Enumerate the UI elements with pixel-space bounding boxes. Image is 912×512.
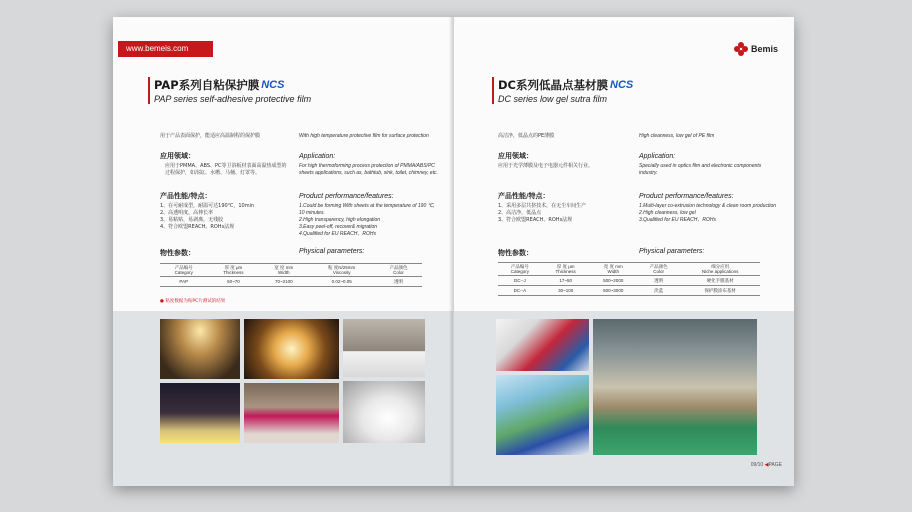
website-url[interactable]: www.bemeis.com: [118, 41, 213, 57]
table-row: [498, 276, 760, 286]
table-header: 宽 度 mm Width: [259, 264, 308, 277]
left-application-heading-cn: 应用领域：: [160, 152, 195, 160]
table-header: 产品编号 Category: [498, 263, 542, 276]
right-application-text-cn: 应用于光学薄膜及电子电器元件相关行业。: [498, 163, 594, 169]
toilet-photo: [343, 381, 425, 443]
table-header-row: [160, 264, 422, 277]
right-title-cn: [498, 77, 633, 93]
table-header-row: [498, 263, 760, 276]
left-feature-item: 4、符合欧盟REACH、ROHs法规: [160, 224, 235, 230]
left-params-table: [160, 263, 422, 287]
table-cell: 透明: [375, 277, 422, 287]
right-photo-strip: [454, 311, 794, 486]
left-features-heading-cn: 产品性能/特点：: [160, 192, 212, 200]
left-feature-item-en: 10 minutes.: [299, 210, 325, 216]
bemis-logo[interactable]: [734, 42, 778, 56]
table-cell: 淡蓝: [637, 286, 680, 296]
table-cell: 硬化手膜基材: [680, 276, 760, 286]
left-application-cn: [160, 153, 290, 177]
table-header: 厚 度 μm Thickness: [542, 263, 590, 276]
brochure-spread: [113, 17, 794, 486]
right-page: [454, 17, 794, 486]
factory-line-photo: [593, 319, 757, 455]
left-application-en: [299, 153, 439, 177]
table-header: 产品编号 Category: [160, 264, 208, 277]
blue-film-photo: [496, 375, 589, 455]
left-feature-item-en: 4.Qualified for EU REACH、ROHs: [299, 231, 376, 237]
left-feature-item: 2、高透明度，高伸长率: [160, 210, 214, 216]
right-application-cn: [498, 153, 628, 170]
table-cell: DC--J: [498, 276, 542, 286]
table-header: 产品颜色 Color: [637, 263, 680, 276]
table-cell: PAP: [160, 277, 208, 287]
table-header: 厚 度 μm Thickness: [208, 264, 260, 277]
right-application-en: [639, 153, 769, 177]
film-rolls-photo: [496, 319, 589, 371]
left-application-text-cn: 应用于PMMA、ABS、PC等卫浴板材表面高温热成型的过程保护，如浴缸、水槽、马桶、灯罩等。: [165, 163, 287, 176]
left-page: [113, 17, 453, 486]
table-header: 粘 度N/25mm Viscosity: [308, 264, 375, 277]
right-features-heading-cn: 产品性能/特点：: [498, 192, 550, 200]
right-feature-item-en: 1.Multi-layer co-extrusion technology & clean room production: [639, 203, 777, 209]
bathtub-glow-photo: [160, 383, 240, 443]
right-params-heading-en: Physical parameters:: [639, 248, 705, 255]
table-cell: 500~2000: [590, 276, 638, 286]
right-feature-item: 3、符合欧盟REACH、ROHs法规: [498, 217, 573, 223]
left-feature-item-en: 2.High transparency, high elongation: [299, 217, 381, 223]
left-footnote: ● 粘度数据为贴PC片测试的结果: [160, 299, 226, 304]
right-title-en: DC series low gel sutra film: [498, 94, 608, 104]
right-features-en: [639, 193, 789, 224]
left-intro-en: With high temperature protective film for surface protection: [299, 133, 429, 139]
table-cell: 保护膜涂布基材: [680, 286, 760, 296]
left-feature-item: 1、在可耐成型，耐温可达190℃，10min: [160, 203, 255, 209]
ncs-badge-icon: NCS: [610, 79, 634, 91]
right-title-block: [492, 77, 633, 104]
left-feature-item-en: 1.Could be forming With sheets at the temperature of 190 ℃,: [299, 203, 435, 209]
right-feature-item: 2、高洁净，低晶点: [498, 210, 542, 216]
left-title-en: PAP series self-adhesive protective film: [154, 94, 312, 104]
right-application-text-en: Specially used in optics film and electronic components industry.: [639, 163, 762, 176]
ceiling-lamp-photo: [244, 319, 339, 379]
left-title-cn-text: PAP系列自粘保护膜: [154, 78, 260, 92]
table-cell: 0.02~0.05: [308, 277, 375, 287]
bemis-logo-icon: [734, 42, 748, 56]
table-row: [498, 286, 760, 296]
left-features-cn: [160, 193, 290, 231]
left-application-heading-en: Application:: [299, 153, 336, 160]
left-features-heading-en: Product performance/features:: [299, 193, 394, 200]
ncs-badge-icon: NCS: [261, 79, 285, 91]
table-cell: 500~3000: [590, 286, 638, 296]
table-header: 产品颜色 Color: [375, 264, 422, 277]
table-header: 宽 度 mm Width: [590, 263, 638, 276]
right-intro-en: High cleanness, low gel of PE film: [639, 133, 715, 139]
table-cell: 30~100: [542, 286, 590, 296]
table-row: [160, 277, 422, 287]
right-params-table: [498, 262, 760, 296]
table-cell: 17~50: [542, 276, 590, 286]
left-application-text-en: For high thermoforming process protection of PMMA/ABS/PC sheets applications, such as, bathtub, sink, toilet, chimney, etc.: [299, 163, 438, 176]
bemis-logo-text: Bemis: [750, 44, 778, 54]
page-number: 09/10 ◀PAGE: [750, 462, 782, 468]
right-features-heading-en: Product performance/features:: [639, 193, 734, 200]
left-photo-strip: [113, 311, 453, 486]
right-intro-cn: 高洁净，低晶点的PE薄膜: [498, 133, 555, 139]
table-cell: 50~70: [208, 277, 260, 287]
table-cell: DC--A: [498, 286, 542, 296]
sink-photo: [343, 319, 425, 377]
table-cell: 透明: [637, 276, 680, 286]
right-features-cn: [498, 193, 633, 224]
left-intro-cn: 用于产品表面保护，能适应高温制程的保护膜: [160, 133, 261, 139]
left-features-en: [299, 193, 444, 238]
right-application-heading-cn: 应用领域：: [498, 152, 533, 160]
left-params-heading-en: Physical parameters:: [299, 248, 365, 255]
left-feature-item: 3、易粘贴，易剥离，无残胶: [160, 217, 224, 223]
lit-room-photo: [160, 319, 240, 379]
right-title-cn-text: DC系列低晶点基材膜: [498, 78, 608, 92]
left-title-block: [148, 77, 311, 104]
pink-bathtub-photo: [244, 383, 339, 443]
right-feature-item-en: 3.Qualified for EU REACH、ROHs: [639, 217, 716, 223]
right-feature-item-en: 2.High cleanness, low gel: [639, 210, 696, 216]
table-cell: 70~2100: [259, 277, 308, 287]
left-title-cn: [154, 77, 311, 93]
right-feature-item: 1、采用多层共挤技术，在无尘车间生产: [498, 203, 587, 209]
left-feature-item-en: 3.Easy peel-off, recover& migration: [299, 224, 378, 230]
left-params-heading-cn: 物性参数：: [160, 249, 195, 257]
right-params-heading-cn: 物性参数：: [498, 249, 533, 257]
table-header: 细分应用 Niche applications: [680, 263, 760, 276]
right-application-heading-en: Application:: [639, 153, 676, 160]
